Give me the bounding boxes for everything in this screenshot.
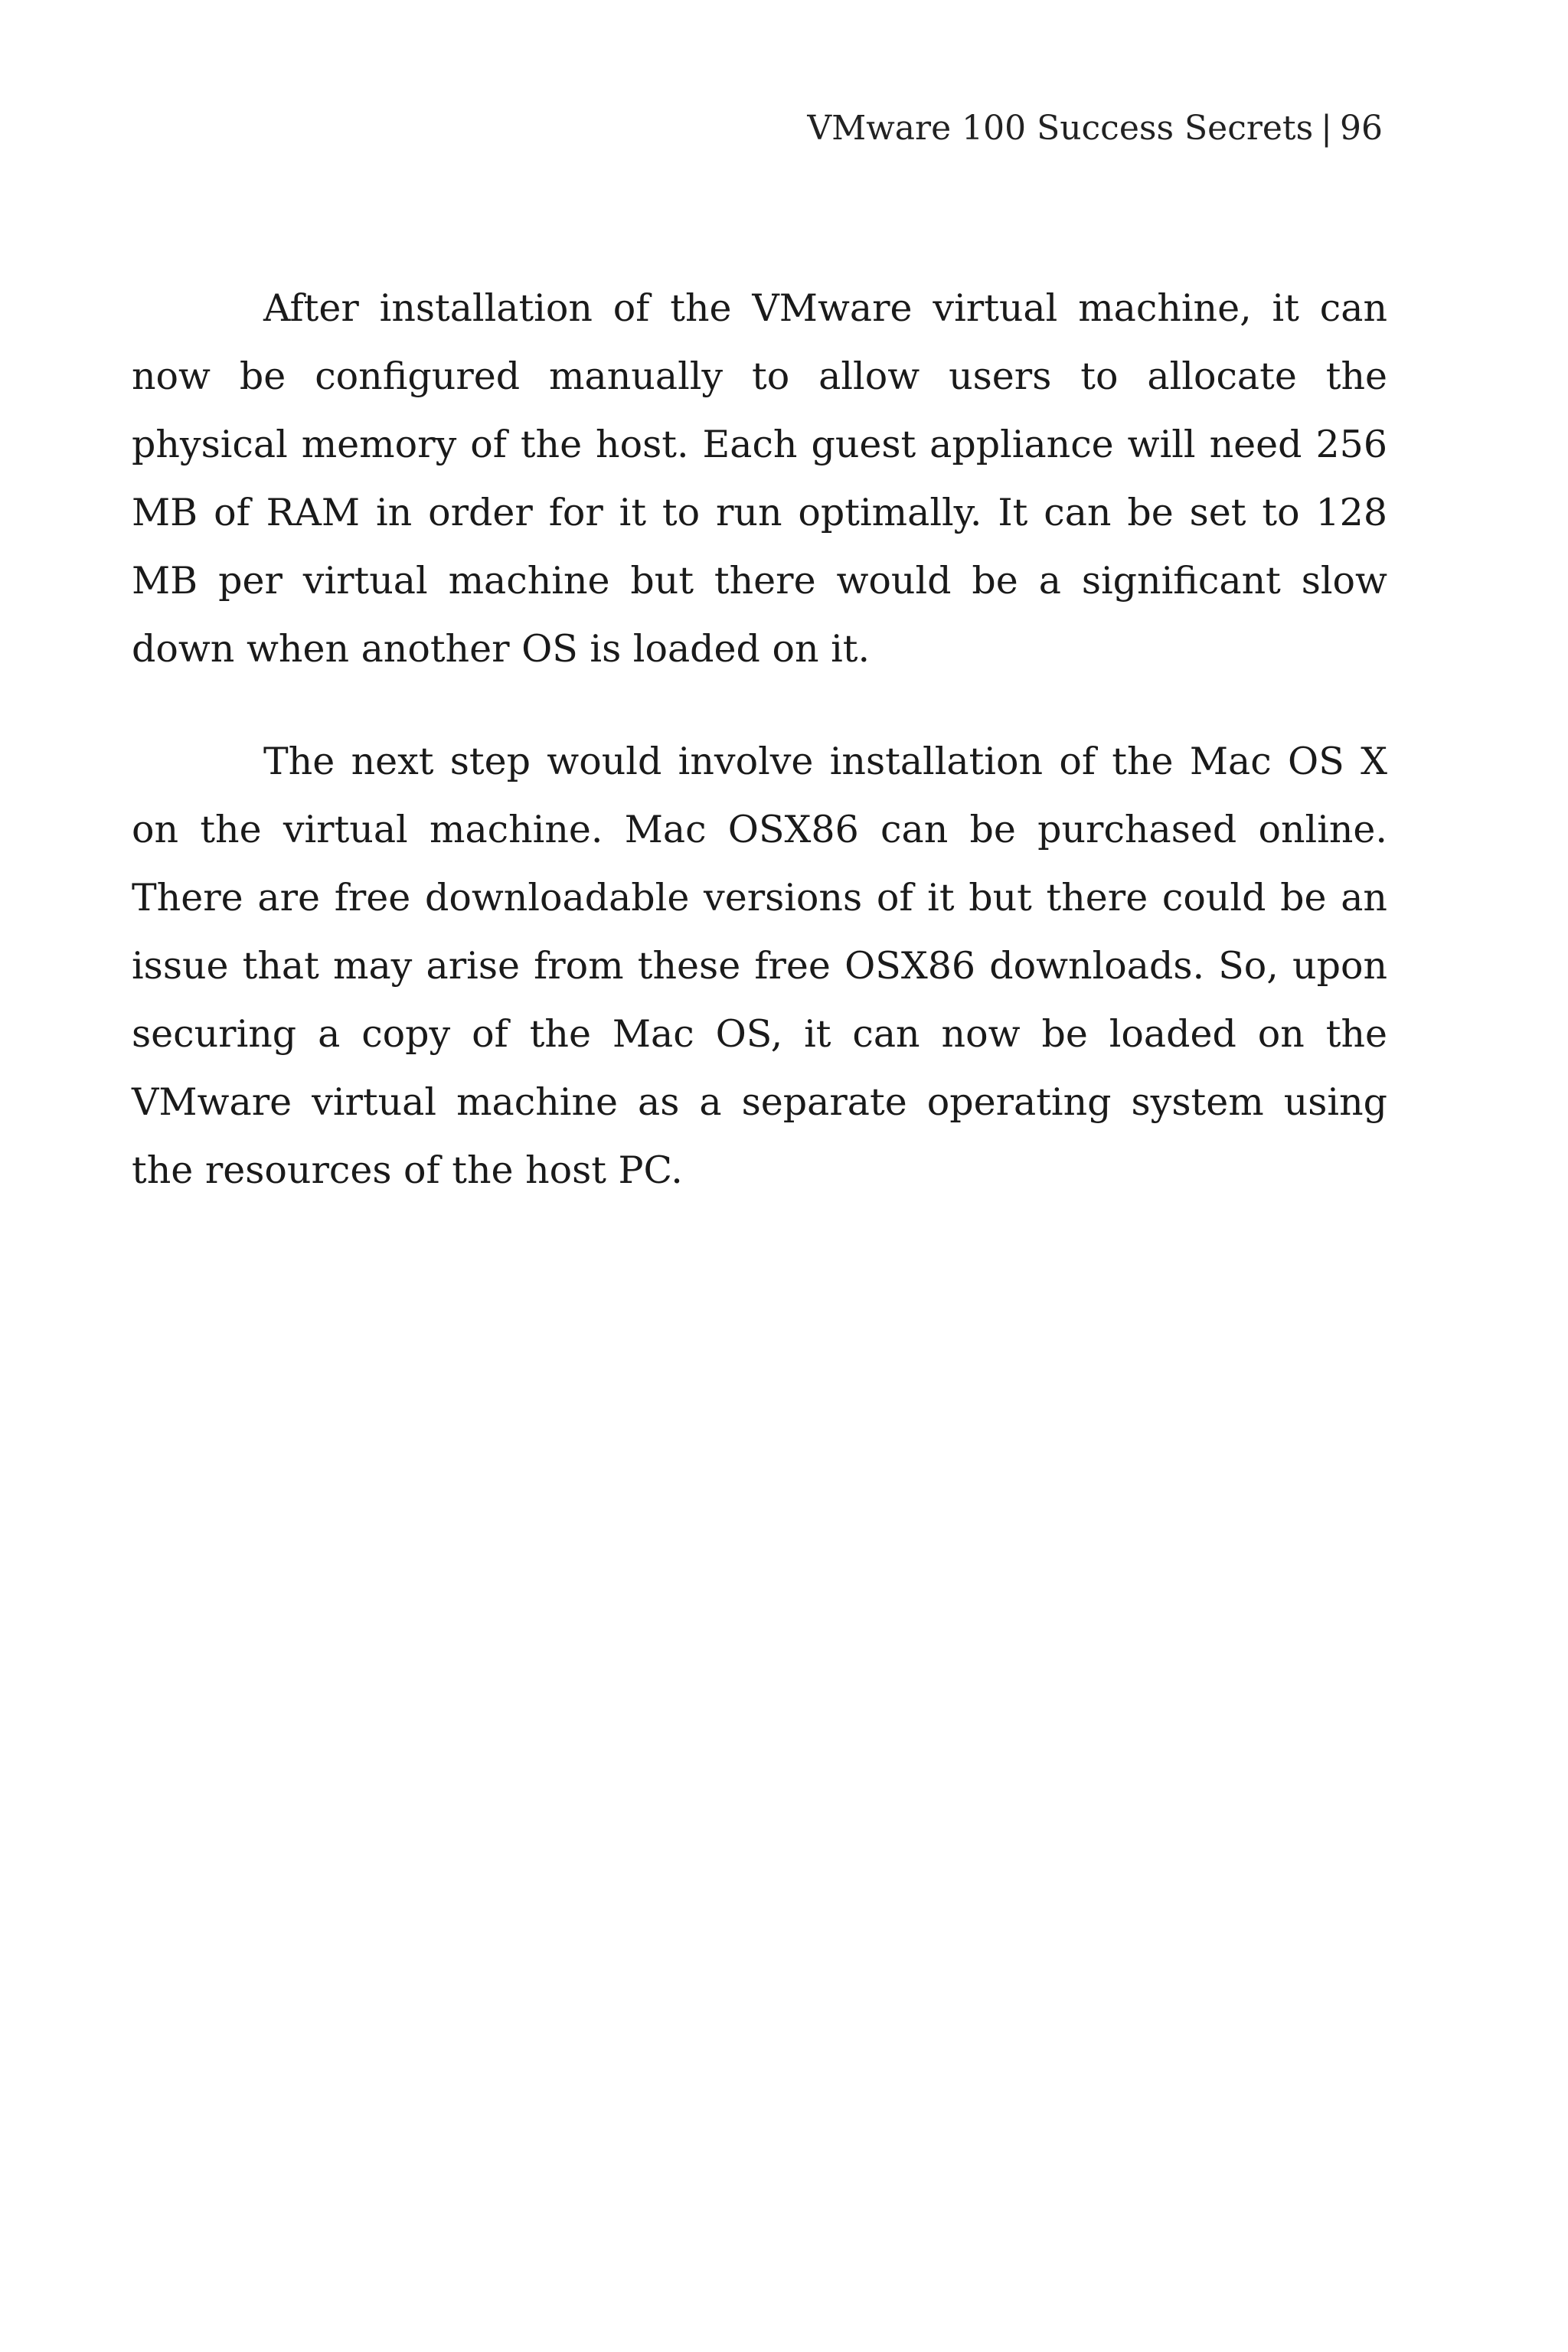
page-number: 96 <box>1340 109 1383 148</box>
paragraph: The next step would involve installation of the Mac OS X on the virtual machine. Mac OSX86 can be purchased online. There are free downloadable versions of it but there could be an issue that may arise from these free OSX86 downloads. So, upon securing a copy of the Mac OS, it can now be loaded on the VMware virtual machine as a separate operating system using the resources of the host PC. <box>132 740 1387 1192</box>
paragraph: After installation of the VMware virtual machine, it can now be configured manually to allow users to allocate the physical memory of the host. Each guest appliance will need 256 MB of RAM in order for it to run optimally. It can be set to 128 MB per virtual machine but there would be a significant slow down when another OS is loaded on it. <box>132 286 1387 671</box>
running-header <box>807 107 1383 150</box>
body-text <box>132 274 1387 1249</box>
header-separator: | <box>1321 109 1332 148</box>
book-title: VMware 100 Success Secrets <box>807 109 1314 148</box>
